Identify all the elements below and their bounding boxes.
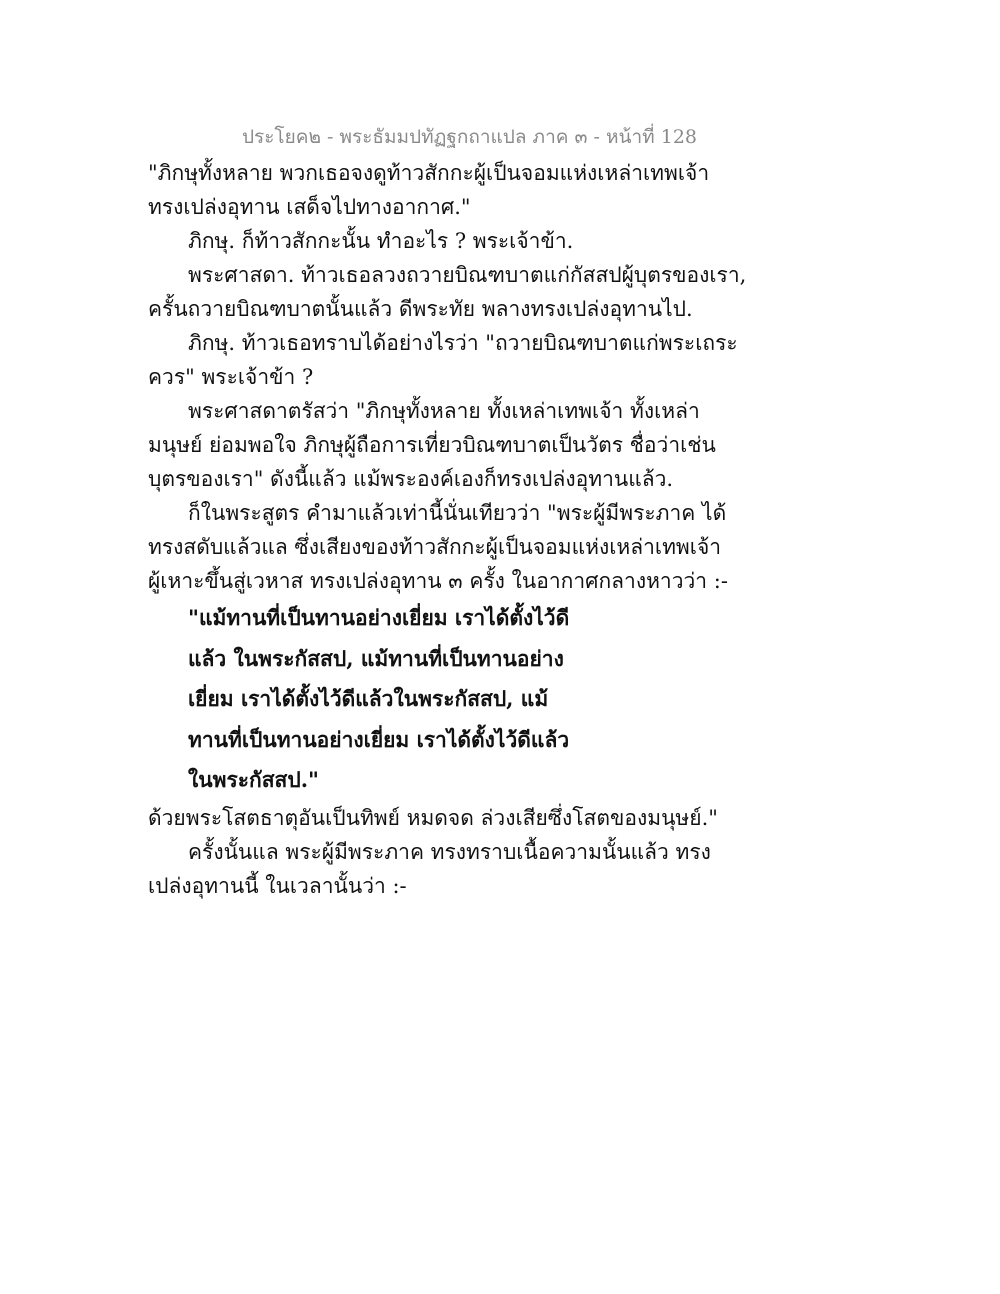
paragraph-start: พระศาสดา. ท้าวเธอลวงถวายบิณฑบาตแก่กัสสปผู้บุตรของเรา, (188, 263, 747, 287)
paragraph-start: ครั้งนั้นแล พระผู้มีพระภาค ทรงทราบเนื้อความนั้นแล้ว ทรง (188, 839, 711, 864)
verse-line: "แม้ทานที่เป็นทานอย่างเยี่ยม เราได้ตั้งไว้ดี (188, 605, 570, 630)
text-line: "ภิกษุทั้งหลาย พวกเธอจงดูท้าวสักกะผู้เป็นจอมแห่งเหล่าเทพเจ้า (148, 161, 710, 185)
running-header: ประโยค๒ - พระธัมมปทัฏฐกถาแปล ภาค ๓ - หน้าที่ 128 (241, 126, 697, 148)
text-line: บุตรของเรา" ดังนี้แล้ว แม้พระองค์เองก็ทรงเปล่งอุทานแล้ว. (148, 467, 674, 491)
text-line: ครั้นถวายบิณฑบาตนั้นแล้ว ดีพระทัย พลางทรงเปล่งอุทานไป. (148, 297, 693, 321)
verse-line: ในพระกัสสป." (188, 767, 319, 792)
verse-line: แล้ว ในพระกัสสป, แม้ทานที่เป็นทานอย่าง (188, 645, 564, 671)
verse-block (148, 598, 708, 801)
text-line: ผู้เหาะขึ้นสู่เวหาส ทรงเปล่งอุทาน ๓ ครั้ง ในอากาศกลางหาวว่า :- (148, 569, 728, 593)
verse-line: เยี่ยม เราได้ตั้งไว้ดีแล้วในพระกัสสป, แม้ (188, 686, 549, 711)
text-line: ทรงสดับแล้วแล ซึ่งเสียงของท้าวสักกะผู้เป็นจอมแห่งเหล่าเทพเจ้า (148, 535, 722, 559)
text-line: มนุษย์ ย่อมพอใจ ภิกษุผู้ถือการเที่ยวบิณฑบาตเป็นวัตร ชื่อว่าเช่น (148, 433, 716, 457)
paragraph-start: ก็ในพระสูตร คำมาแล้วเท่านี้นั่นเทียวว่า "พระผู้มีพระภาค ได้ (188, 501, 727, 525)
verse-line: ทานที่เป็นทานอย่างเยี่ยม เราได้ตั้งไว้ดีแล้ว (188, 726, 570, 752)
paragraph-start: พระศาสดาตรัสว่า "ภิกษุทั้งหลาย ทั้งเหล่าเทพเจ้า ทั้งเหล่า (188, 399, 700, 423)
text-line: ทรงเปล่งอุทาน เสด็จไปทางอากาศ." (148, 195, 471, 219)
text-line: ด้วยพระโสตธาตุอันเป็นทิพย์ หมดจด ล่วงเสียซึ่งโสตของมนุษย์." (148, 805, 718, 830)
paragraph-start: ภิกษุ. ท้าวเธอทราบได้อย่างไรว่า "ถวายบิณฑบาตแก่พระเถระ (188, 331, 738, 355)
page-body (148, 156, 747, 903)
text-line: เปล่งอุทานนี้ ในเวลานั้นว่า :- (148, 873, 407, 898)
text-line: ควร" พระเจ้าข้า ? (148, 365, 314, 389)
paragraph-start: ภิกษุ. ก็ท้าวสักกะนั้น ทำอะไร ? พระเจ้าข้า. (188, 229, 574, 253)
